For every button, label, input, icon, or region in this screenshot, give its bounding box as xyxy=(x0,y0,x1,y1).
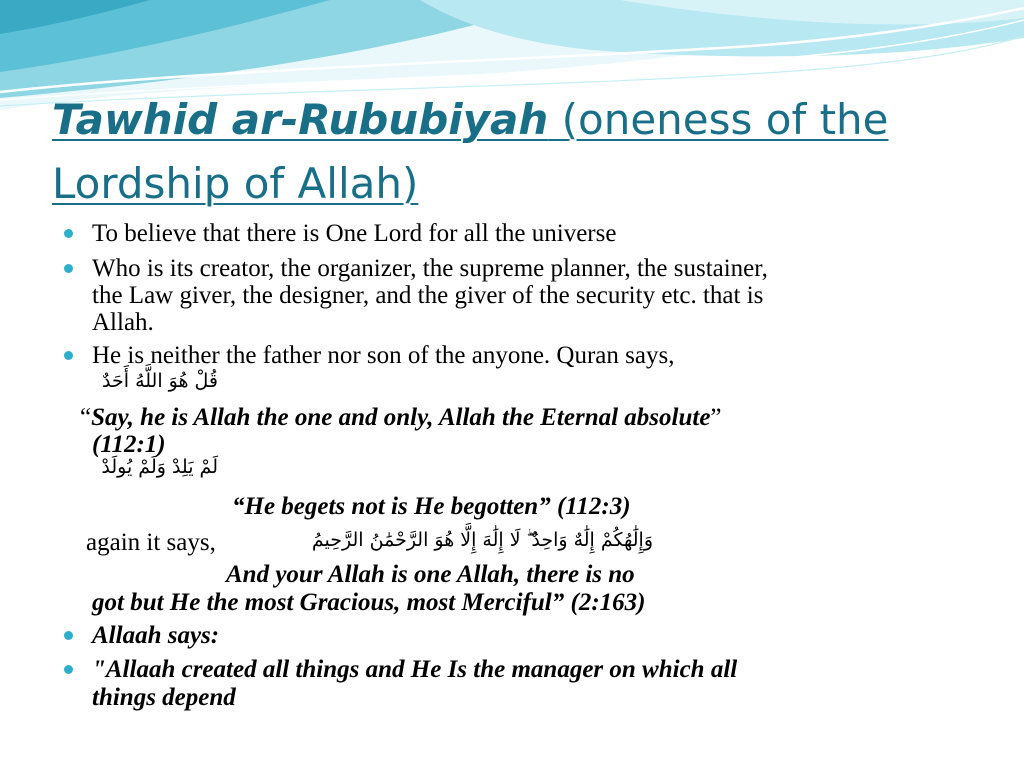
quote-verse: And your Allah is one Allah, there is no xyxy=(226,561,635,588)
bullet-text: things depend xyxy=(92,684,236,711)
slide-title xyxy=(52,88,982,216)
bullet-dot xyxy=(64,351,73,360)
quote-verse: “He begets not is He begotten” (112:3) xyxy=(232,493,631,520)
bullet-text: the Law giver, the designer, and the giver of the security etc. that is xyxy=(92,282,764,309)
bullet-text: He is neither the father nor son of the anyone. Quran says, xyxy=(92,342,675,369)
slide-title-rest: (oneness of the Lordship of Allah) xyxy=(52,95,889,208)
bullet-dot xyxy=(64,229,73,238)
arabic-verse: لَمْ يَلِدْ وَلَمْ يُولَدْ xyxy=(101,456,218,478)
quote-close-mark: ” xyxy=(710,404,722,431)
again-label: again it says, xyxy=(86,529,216,556)
arabic-verse: قُلْ هُوَ اللَّهُ أَحَدٌ xyxy=(102,370,218,392)
arabic-verse: وَإِلَٰهُكُمْ إِلَٰهٌ وَاحِدٌ ۖ لَا إِلَٰهَ إِلَّا هُوَ الرَّحْمَٰنُ الرَّحِيمُ xyxy=(311,529,653,551)
bullet-text: To believe that there is One Lord for all the universe xyxy=(92,220,617,247)
quote-open-mark: “ xyxy=(80,404,92,431)
bullet-text: "Allaah created all things and He Is the manager on which all xyxy=(92,656,738,683)
quote-verse: got but He the most Gracious, most Merciful” (2:163) xyxy=(92,589,646,616)
quote-text: Say, he is Allah the one and only, Allah the Eternal absolute xyxy=(91,404,711,431)
slide-title-emphasis: Tawhid ar-Rububiyah xyxy=(52,95,549,144)
bullet-text: Who is its creator, the organizer, the supreme planner, the sustainer, xyxy=(92,255,768,282)
bullet-dot xyxy=(64,631,73,640)
bullet-dot xyxy=(64,665,73,674)
bullet-text: Allaah says: xyxy=(92,622,220,649)
bullet-dot xyxy=(64,264,73,273)
bullet-text: Allah. xyxy=(92,309,154,336)
quote-reference: (112:1) xyxy=(92,431,166,458)
quote-verse xyxy=(80,404,722,431)
